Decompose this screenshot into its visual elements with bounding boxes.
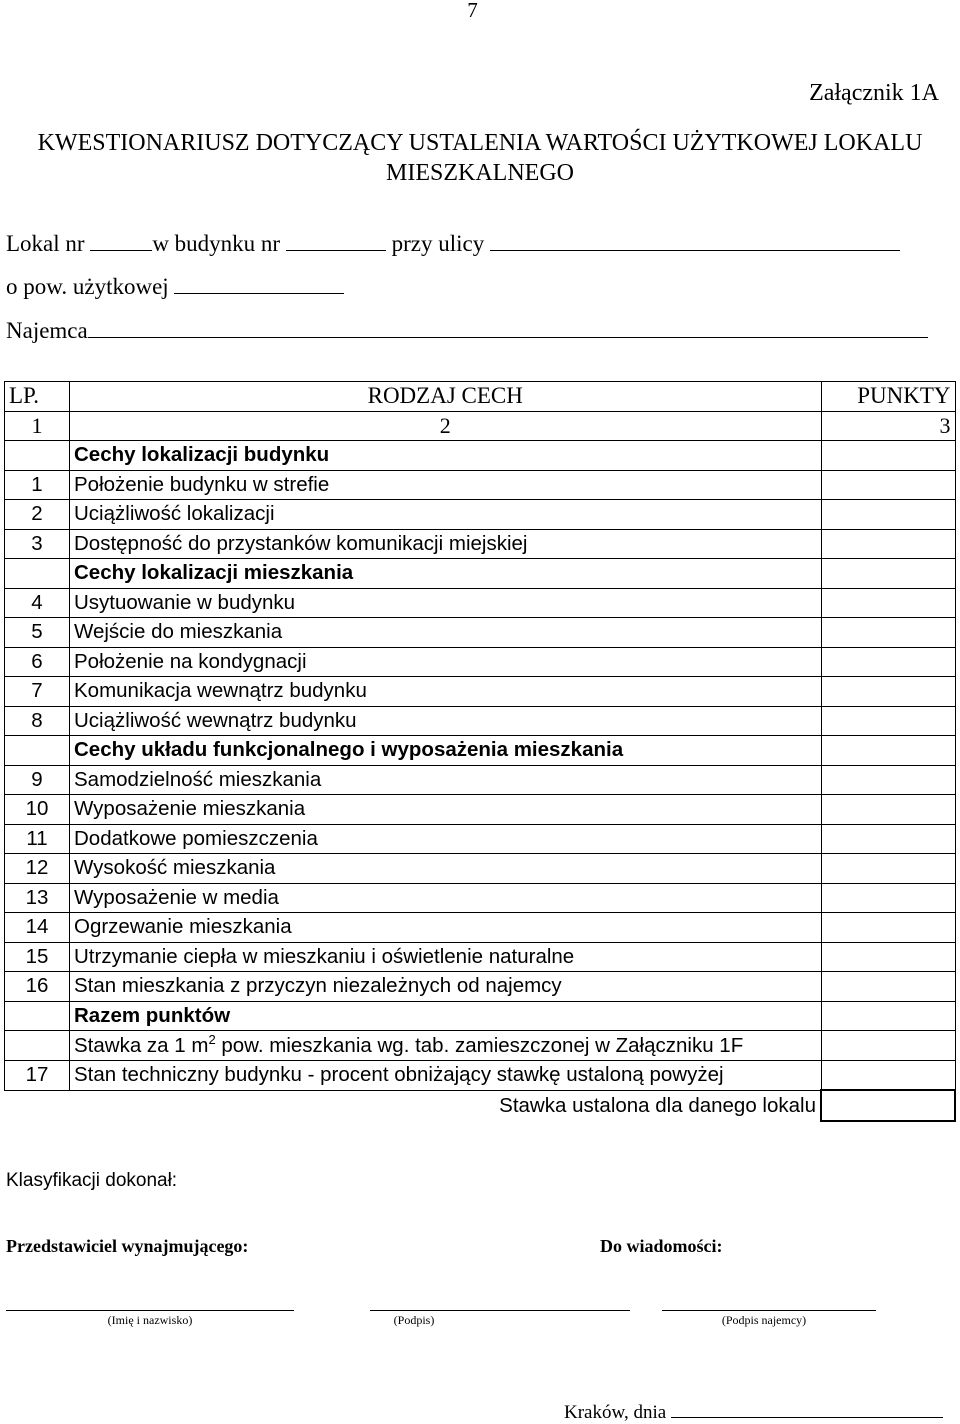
row-name: Dodatkowe pomieszczenia (70, 824, 822, 854)
signature-line[interactable] (370, 1310, 630, 1311)
area-line (6, 271, 344, 300)
row-name: Komunikacja wewnątrz budynku (70, 677, 822, 707)
row-points-cell[interactable] (821, 470, 955, 500)
table-row (5, 942, 956, 972)
row-name: Wyposażenie w media (70, 883, 822, 913)
header-name: RODZAJ CECH (70, 382, 822, 412)
section-header-row (5, 441, 956, 471)
row17-lp: 17 (5, 1060, 70, 1090)
row-lp: 6 (5, 647, 70, 677)
table-row (5, 765, 956, 795)
rate-row (5, 1031, 956, 1061)
table-row (5, 972, 956, 1002)
tenant-label: Najemca (6, 318, 88, 343)
budynek-nr-field[interactable] (286, 228, 386, 251)
area-field[interactable] (174, 271, 344, 294)
row-lp: 12 (5, 854, 70, 884)
table-row (5, 913, 956, 943)
row-lp: 14 (5, 913, 70, 943)
city-date-line (564, 1400, 943, 1424)
row-lp (5, 441, 70, 471)
ulica-label: przy ulicy (391, 231, 485, 256)
features-table (4, 381, 956, 1122)
row-lp: 10 (5, 795, 70, 825)
final-rate-row (5, 1090, 956, 1121)
document-title: KWESTIONARIUSZ DOTYCZĄCY USTALENIA WARTOŚCI UŻYTKOWEJ LOKALU (37, 130, 923, 156)
table-row (5, 647, 956, 677)
area-label: o pow. użytkowej (6, 274, 169, 299)
table-row (5, 529, 956, 559)
row-name: Ogrzewanie mieszkania (70, 913, 822, 943)
header-lp: LP. (5, 382, 70, 412)
feature-rows (5, 441, 956, 1031)
row-name: Dostępność do przystanków komunikacji miejskiej (70, 529, 822, 559)
address-line (6, 228, 900, 257)
table-index-row (5, 411, 956, 441)
rate-lp (5, 1031, 70, 1061)
row-points-cell[interactable] (821, 765, 955, 795)
row-points-cell[interactable] (821, 913, 955, 943)
row-points-cell[interactable] (821, 677, 955, 707)
classified-by-label: Klasyfikacji dokonał: (6, 1170, 178, 1191)
row-points-cell[interactable] (821, 706, 955, 736)
tenant-field[interactable] (88, 315, 928, 338)
signature-caption: (Podpis) (393, 1313, 435, 1327)
lokal-nr-label: Lokal nr (6, 231, 85, 256)
row-17 (5, 1060, 956, 1090)
city-date-label: Kraków, dnia (564, 1402, 667, 1423)
row-points-cell[interactable] (821, 795, 955, 825)
table-row (5, 706, 956, 736)
row-name: Cechy układu funkcjonalnego i wyposażenia mieszkania (70, 736, 822, 766)
section-header-row (5, 559, 956, 589)
lokal-nr-field[interactable] (90, 228, 152, 251)
tenant-line (6, 315, 928, 344)
row-name: Cechy lokalizacji mieszkania (70, 559, 822, 589)
date-field[interactable] (671, 1400, 943, 1418)
index-lp: 1 (5, 411, 70, 441)
name-caption: (Imię i nazwisko) (107, 1313, 193, 1327)
row-lp: 7 (5, 677, 70, 707)
final-lp (5, 1090, 70, 1121)
final-rate-label: Stawka ustalona dla danego lokalu (70, 1090, 822, 1121)
rate-unit-sup: 2 (208, 1032, 216, 1048)
row-name: Stan mieszkania z przyczyn niezależnych od najemcy (70, 972, 822, 1002)
row-lp: 15 (5, 942, 70, 972)
row-name: Samodzielność mieszkania (70, 765, 822, 795)
row17-name: Stan techniczny budynku - procent obniżający stawkę ustaloną powyżej (70, 1060, 822, 1090)
table-row (5, 883, 956, 913)
row-name: Uciążliwość wewnątrz budynku (70, 706, 822, 736)
row-points-cell[interactable] (821, 942, 955, 972)
table-row (5, 588, 956, 618)
row-points-cell[interactable] (821, 883, 955, 913)
row-name: Cechy lokalizacji budynku (70, 441, 822, 471)
budynek-nr-label: w budynku nr (152, 231, 281, 256)
row-points-cell[interactable] (821, 441, 955, 471)
row-points-cell[interactable] (821, 824, 955, 854)
row-points-cell[interactable] (821, 500, 955, 530)
row-name: Uciążliwość lokalizacji (70, 500, 822, 530)
row-lp: 11 (5, 824, 70, 854)
row-lp: 9 (5, 765, 70, 795)
table-row (5, 824, 956, 854)
row-name: Położenie budynku w strefie (70, 470, 822, 500)
tenant-signature-line[interactable] (662, 1310, 876, 1311)
landlord-representative-label: Przedstawiciel wynajmującego: (6, 1236, 249, 1256)
index-points: 3 (821, 411, 955, 441)
ulica-field[interactable] (490, 228, 900, 251)
row-lp (5, 1001, 70, 1031)
row-lp: 2 (5, 500, 70, 530)
row-name: Usytuowanie w budynku (70, 588, 822, 618)
row-lp (5, 559, 70, 589)
table-row (5, 795, 956, 825)
section-header-row (5, 1001, 956, 1031)
rate-value-cell[interactable] (821, 1031, 955, 1061)
row-lp: 3 (5, 529, 70, 559)
row-lp: 4 (5, 588, 70, 618)
tenant-signature-caption: (Podpis najemcy) (721, 1313, 807, 1327)
row-name: Razem punktów (70, 1001, 822, 1031)
table-row (5, 470, 956, 500)
row-lp (5, 736, 70, 766)
row-points-cell[interactable] (821, 559, 955, 589)
row-lp: 5 (5, 618, 70, 648)
rate-text-end: pow. mieszkania wg. tab. zamieszczonej w Załączniku 1F (215, 1034, 744, 1058)
row-points-cell[interactable] (821, 736, 955, 766)
page-number: 7 (467, 0, 478, 22)
row-lp: 16 (5, 972, 70, 1002)
row-lp: 1 (5, 470, 70, 500)
name-signature-line[interactable] (6, 1310, 294, 1311)
row-name: Położenie na kondygnacji (70, 647, 822, 677)
row-points-cell[interactable] (821, 972, 955, 1002)
annex-label: Załącznik 1A (809, 80, 939, 106)
rate-text-start: Stawka za 1 m (74, 1034, 209, 1058)
table-header-row (5, 382, 956, 412)
row-lp: 8 (5, 706, 70, 736)
row-name: Wyposażenie mieszkania (70, 795, 822, 825)
row-points-cell[interactable] (821, 854, 955, 884)
row-name: Wejście do mieszkania (70, 618, 822, 648)
table-row (5, 618, 956, 648)
index-name: 2 (70, 411, 822, 441)
row-lp: 13 (5, 883, 70, 913)
table-row (5, 854, 956, 884)
row-name: Wysokość mieszkania (70, 854, 822, 884)
header-points: PUNKTY (821, 382, 955, 412)
row-points-cell[interactable] (821, 1001, 955, 1031)
row17-points-cell[interactable] (821, 1060, 955, 1090)
row-points-cell[interactable] (821, 529, 955, 559)
row-points-cell[interactable] (821, 618, 955, 648)
row-points-cell[interactable] (821, 647, 955, 677)
row-name: Utrzymanie ciepła w mieszkaniu i oświetlenie naturalne (70, 942, 822, 972)
for-information-label: Do wiadomości: (600, 1236, 723, 1256)
rate-text (70, 1031, 822, 1061)
row-points-cell[interactable] (821, 588, 955, 618)
final-rate-cell[interactable] (821, 1090, 955, 1121)
table-row (5, 677, 956, 707)
section-header-row (5, 736, 956, 766)
table-row (5, 500, 956, 530)
document-title-continued: MIESZKALNEGO (386, 160, 574, 186)
